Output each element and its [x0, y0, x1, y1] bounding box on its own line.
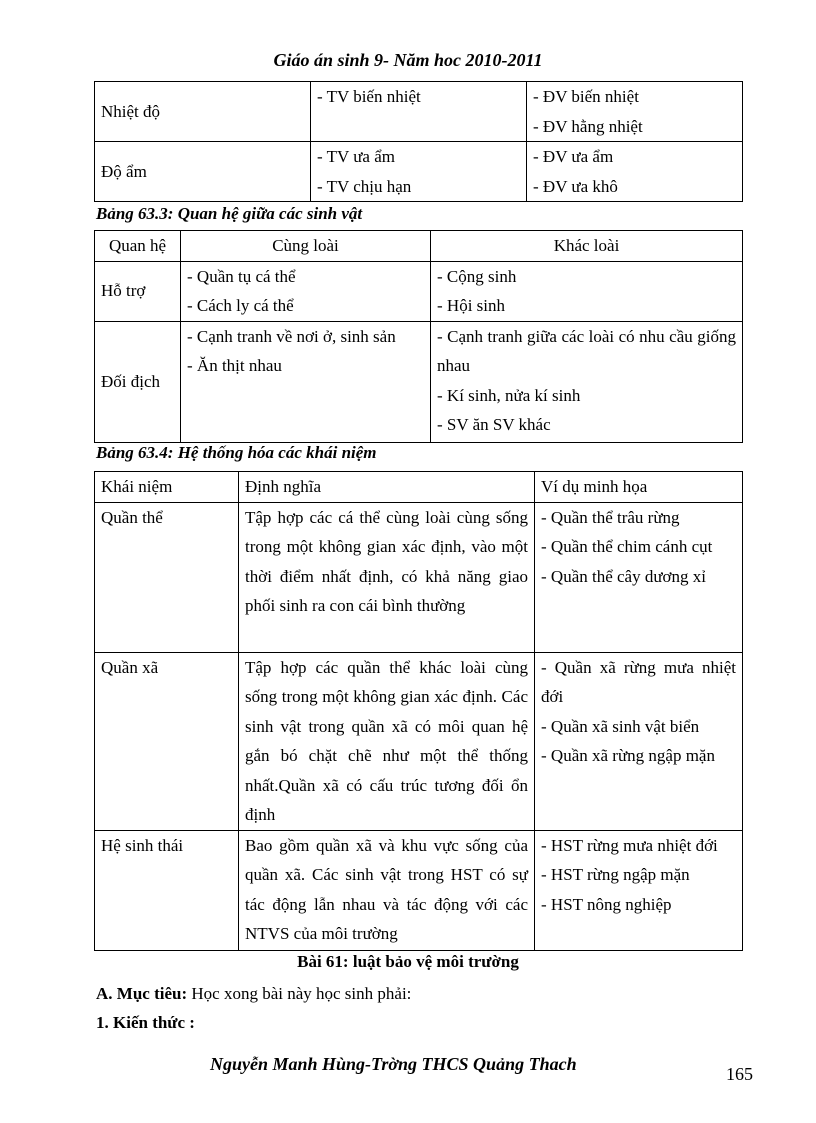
table-row [95, 321, 743, 442]
table-header-row [95, 231, 743, 262]
table-concepts [94, 471, 743, 951]
animals-cell [527, 142, 743, 202]
objective-label: A. Mục tiêu: [96, 984, 188, 1003]
table-row [95, 830, 743, 950]
table-environmental-factors [94, 81, 743, 202]
list-item: - TV ưa ẩm [317, 147, 395, 166]
list-item: - Quần tụ cá thể [187, 266, 296, 286]
list-item: - Kí sinh, nửa kí sinh [437, 385, 581, 405]
table-relationships [94, 230, 743, 443]
list-item: - Cộng sinh [437, 266, 517, 286]
column-header: Khái niệm [95, 472, 239, 503]
footer-author: Nguyễn Manh Hùng-Trờng THCS Quảng Thach [210, 1054, 577, 1074]
table-caption-63-3: Bảng 63.3: Quan hệ giữa các sinh vật [96, 204, 363, 223]
list-item: - Quần thể trâu rừng [541, 507, 680, 527]
plants-cell [311, 82, 527, 142]
relation-cell: Đối địch [95, 321, 181, 442]
other-species-cell [431, 321, 743, 442]
objective-text: Học xong bài này học sinh phải: [187, 984, 412, 1003]
list-item: - Quần thể chim cánh cụt [541, 537, 713, 556]
list-item: - ĐV ưa ẩm [533, 147, 614, 166]
list-item: - Hội sinh [437, 296, 505, 315]
concept-cell: Hệ sinh thái [95, 830, 239, 950]
table-row [95, 82, 743, 142]
list-item: - Quần xã sinh vật biển [541, 716, 700, 736]
relation-cell: Hỗ trợ [95, 261, 181, 321]
column-header: Cùng loài [181, 231, 431, 262]
examples-cell [535, 502, 743, 652]
definition-cell: Tập hợp các cá thể cùng loài cùng sống trong một không gian xác định, vào một thời điểm nhất định, có khả năng giao phối sinh ra con cái bình thường [239, 502, 535, 652]
list-item: - HST nông nghiệp [541, 894, 672, 914]
list-item: - Quần thể cây dương xỉ [541, 566, 707, 586]
concept-cell: Quần thể [95, 502, 239, 652]
list-item: - Quần xã rừng ngập mặn [541, 746, 715, 765]
list-item: - SV ăn SV khác [437, 415, 551, 434]
column-header: Ví dụ minh họa [535, 472, 743, 503]
table-header-row [95, 472, 743, 503]
same-species-cell [181, 261, 431, 321]
list-item: - Cách ly cá thể [187, 296, 294, 315]
definition-cell: Tập hợp các quần thể khác loài cùng sống trong một không gian xác định. Các sinh vật trong quần xã có môi quan hệ gắn bó chặt chẽ như một thể thống nhất.Quần xã có cấu trúc tương đối ổn định [239, 652, 535, 830]
lesson-title: Bài 61: luật bảo vệ môi trường [297, 952, 519, 971]
list-item: - ĐV ưa khô [533, 176, 618, 196]
list-item: - ĐV biến nhiệt [533, 87, 639, 106]
table-row [95, 261, 743, 321]
column-header: Quan hệ [95, 231, 181, 262]
knowledge-label: 1. Kiến thức : [96, 1013, 195, 1032]
definition-cell: Bao gồm quần xã và khu vực sống của quần xã. Các sinh vật trong HST có sự tác động lẫn nhau và tác động với các NTVS của môi trường [239, 830, 535, 950]
table-row [95, 652, 743, 830]
factor-cell: Độ ẩm [95, 142, 311, 202]
animals-cell [527, 82, 743, 142]
other-species-cell [431, 261, 743, 321]
table-row [95, 142, 743, 202]
list-item: - TV chịu hạn [317, 176, 412, 196]
examples-cell [535, 830, 743, 950]
objective-paragraph [96, 984, 411, 1004]
table-row [95, 502, 743, 652]
column-header: Định nghĩa [239, 472, 535, 503]
factor-cell: Nhiệt độ [95, 82, 311, 142]
list-item: - ĐV hằng nhiệt [533, 116, 643, 136]
list-item: - TV biến nhiệt [317, 87, 421, 106]
page-number: 165 [726, 1064, 753, 1084]
same-species-cell [181, 321, 431, 442]
list-item: - Quần xã rừng mưa nhiệt đới [541, 657, 736, 706]
list-item: - Cạnh tranh giữa các loài có nhu cầu giống nhau [437, 326, 736, 375]
list-item: - HST rừng ngập mặn [541, 865, 690, 884]
list-item: - HST rừng mưa nhiệt đới [541, 835, 718, 855]
page-header-title: Giáo án sinh 9- Năm hoc 2010-2011 [273, 50, 543, 70]
list-item: - Cạnh tranh về nơi ở, sinh sản [187, 326, 396, 346]
examples-cell [535, 652, 743, 830]
concept-cell: Quần xã [95, 652, 239, 830]
list-item: - Ăn thịt nhau [187, 356, 282, 375]
plants-cell [311, 142, 527, 202]
column-header: Khác loài [431, 231, 743, 262]
knowledge-heading [96, 1013, 195, 1033]
table-caption-63-4: Bảng 63.4: Hệ thống hóa các khái niệm [96, 443, 377, 462]
